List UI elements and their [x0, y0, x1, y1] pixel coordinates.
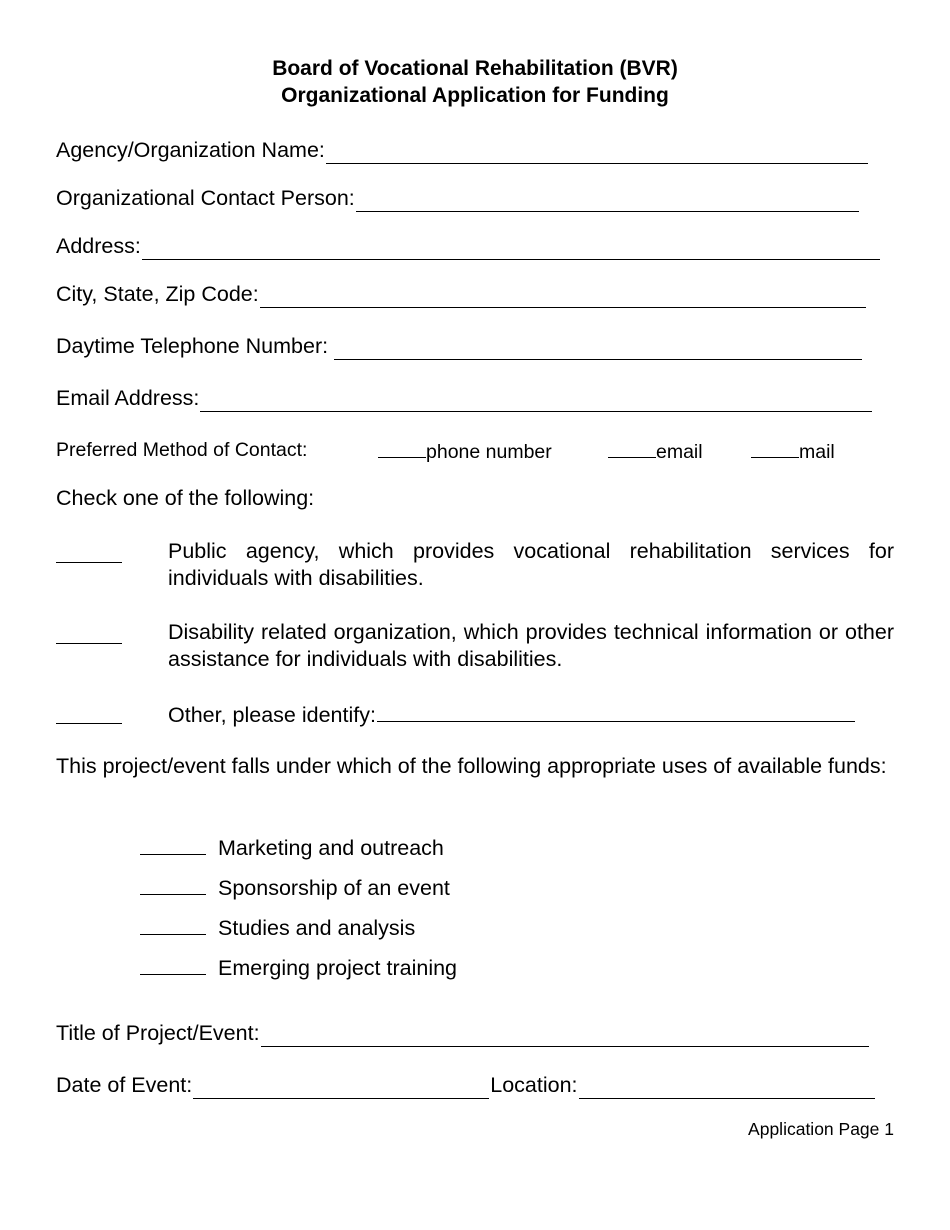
event-location-line [579, 1076, 875, 1099]
other-blank[interactable] [56, 701, 122, 724]
phone-option-blank[interactable] [378, 437, 426, 458]
studies-blank[interactable] [140, 912, 206, 935]
email-address-line [200, 389, 872, 412]
training-label: Emerging project training [218, 956, 458, 980]
marketing-label: Marketing and outreach [218, 836, 444, 860]
date-location-row [56, 1071, 875, 1099]
preferred-contact-option-email[interactable] [608, 437, 703, 465]
email-address-label: Email Address: [56, 386, 200, 410]
email-address-input[interactable] [200, 389, 872, 411]
uses-heading: This project/event falls under which of the following appropriate uses of available funds: [56, 754, 887, 778]
training-blank[interactable] [140, 952, 206, 975]
city-state-zip-input[interactable] [260, 285, 866, 307]
mail-option-label: mail [799, 441, 835, 463]
daytime-phone-row [56, 332, 862, 360]
city-state-zip-row [56, 280, 866, 308]
agency-name-line [326, 141, 868, 164]
disability-org-blank[interactable] [56, 621, 122, 644]
use-option-training [140, 952, 457, 982]
email-address-row [56, 384, 872, 412]
disability-org-text: Disability related organization, which provides technical information or other assistance for individuals with disabilities. [168, 620, 894, 671]
contact-person-label: Organizational Contact Person: [56, 186, 355, 210]
event-location-label: Location: [490, 1073, 578, 1097]
address-line [142, 237, 880, 260]
agency-name-row [56, 136, 868, 164]
daytime-phone-line [334, 337, 862, 360]
contact-person-input[interactable] [356, 189, 859, 211]
public-agency-text: Public agency, which provides vocational rehabilitation services for individuals with disabilities. [168, 539, 894, 590]
form-title-line-2: Organizational Application for Funding [281, 84, 669, 107]
address-row [56, 232, 880, 260]
check-one-heading: Check one of the following: [56, 486, 315, 510]
phone-option-label: phone number [426, 441, 552, 463]
city-state-zip-line [260, 285, 866, 308]
check-option-other [56, 699, 894, 729]
other-identify-line[interactable] [377, 699, 855, 722]
event-date-line [193, 1076, 489, 1099]
address-input[interactable] [142, 237, 880, 259]
address-label: Address: [56, 234, 141, 258]
check-option-disability-org [56, 619, 894, 675]
event-location-input[interactable] [579, 1076, 875, 1098]
other-text: Other, please identify: [168, 703, 376, 727]
use-option-marketing [140, 832, 444, 862]
studies-label: Studies and analysis [218, 916, 416, 940]
daytime-phone-label: Daytime Telephone Number: [56, 334, 329, 358]
agency-name-label: Agency/Organization Name: [56, 138, 325, 162]
email-option-label: email [656, 441, 703, 463]
daytime-phone-input[interactable] [334, 337, 862, 359]
preferred-contact-option-phone[interactable] [378, 437, 552, 465]
use-option-studies [140, 912, 415, 942]
project-title-row [56, 1019, 869, 1047]
event-date-label: Date of Event: [56, 1073, 193, 1097]
city-state-zip-label: City, State, Zip Code: [56, 282, 259, 306]
project-title-label: Title of Project/Event: [56, 1021, 260, 1045]
check-option-public-agency [56, 538, 894, 594]
project-title-input[interactable] [261, 1024, 869, 1046]
mail-option-blank[interactable] [751, 437, 799, 458]
project-title-line [261, 1024, 869, 1047]
agency-name-input[interactable] [326, 141, 868, 163]
other-option [168, 699, 894, 729]
page-number-footer: Application Page 1 [748, 1119, 894, 1139]
preferred-contact-option-mail[interactable] [751, 437, 835, 465]
form-title-line-1: Board of Vocational Rehabilitation (BVR) [272, 57, 678, 80]
event-date-input[interactable] [193, 1076, 489, 1098]
contact-person-row [56, 184, 859, 212]
use-option-sponsorship [140, 872, 450, 902]
contact-person-line [356, 189, 859, 212]
sponsorship-label: Sponsorship of an event [218, 876, 450, 900]
preferred-contact-row [56, 437, 896, 465]
preferred-contact-label: Preferred Method of Contact: [56, 439, 308, 461]
email-option-blank[interactable] [608, 437, 656, 458]
sponsorship-blank[interactable] [140, 872, 206, 895]
public-agency-blank[interactable] [56, 540, 122, 563]
marketing-blank[interactable] [140, 832, 206, 855]
